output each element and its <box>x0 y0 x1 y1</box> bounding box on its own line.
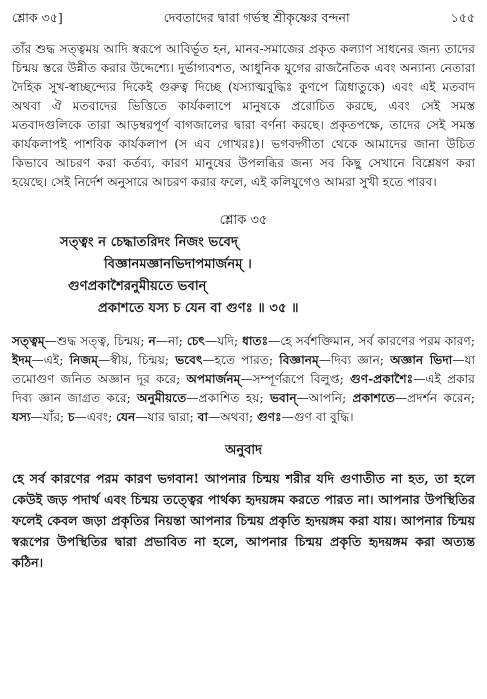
synonym-word: প্রকাশতে <box>352 391 395 405</box>
synonym-meaning: —যাঁর; <box>30 410 69 424</box>
synonym-word: বা <box>197 410 208 424</box>
synonym-word: নিজম্ <box>69 353 99 367</box>
synonym-meaning: —না; <box>155 334 187 348</box>
synonym-meaning: —এবং; <box>74 410 117 424</box>
synonym-meaning: —অথবা; <box>208 410 257 424</box>
page-number: ১৫৫ <box>450 10 475 25</box>
synonym-meaning: —এই প্রকার দিব্য জ্ঞান জাগ্রত করে; <box>12 372 475 405</box>
synonym-meaning: —শুদ্ধ সত্ত্ব, চিন্ময়; <box>44 334 149 348</box>
synonym-word: গুণঃ <box>256 410 282 424</box>
synonym-meaning: —স্বীয়, চিন্ময়; <box>98 353 176 367</box>
synonym-meaning: —এই; <box>31 353 70 367</box>
synonym-meaning: —আপনি; <box>296 391 353 405</box>
synonym-meaning: —হতে পারত; <box>202 353 280 367</box>
verse-line-1: সত্ত্বং ন চেদ্ধাতরিদং নিজং ভবেদ্ <box>60 235 238 250</box>
translation-heading: অনুবাদ <box>225 443 262 458</box>
synonym-word: ইদম্ <box>12 353 32 367</box>
synonym-meaning: —প্রকাশিত হয়; <box>186 391 270 405</box>
verse-heading: শ্লোক ৩৫ <box>219 213 268 228</box>
synonym-meaning: —যা তমোগুণ জনিত অজ্ঞান দূর করে; <box>12 353 476 386</box>
synonym-meaning: —সম্পূর্ণরূপে বিলুপ্ত; <box>240 372 350 386</box>
synonym-word: ভবান্ <box>269 391 297 405</box>
synonym-word: ধাতঃ <box>242 334 269 348</box>
verse-line-3: গুণপ্রকাশৈরনুমীয়তে ভবান্ <box>68 279 207 294</box>
synonym-word: ভবেৎ <box>175 353 203 367</box>
synonym-word: ন <box>148 334 156 348</box>
synonym-word: সত্ত্বম্ <box>12 334 45 348</box>
verse-line-2: বিজ্ঞানমজ্ঞানভিদাপমার্জনম্ । <box>104 257 252 272</box>
synonym-meaning: —যদি; <box>204 334 243 348</box>
synonym-meaning: —হে সর্বশক্তিমান, সর্ব কারণের পরম কারণ; <box>268 334 476 348</box>
book-page <box>12 10 475 573</box>
synonym-word: অপমার্জনম্ <box>186 372 241 386</box>
synonym-word: যেন <box>116 410 136 424</box>
synonym-word: চ <box>68 410 75 424</box>
synonym-meaning: —যার দ্বারা; <box>135 410 198 424</box>
synonym-word: যস্য <box>12 410 31 424</box>
synonym-meaning: —দিব্য জ্ঞান; <box>318 353 391 367</box>
purport-continuation: তাঁর শুদ্ধ সত্ত্বময় আদি স্বরূপে আবির্ভূত হন, মানব-সমাজের প্রকৃত কল্যাণ সাধনের জন্য তাদের চিন্ময় স্তরে উন্নীত করার উদ্দেশ্যে। দুর্ভাগ্যবশত, আধুনিক যুগের রাজনৈতিক এবং অন্যান্য নেতারা দৈহিক সুখ-স্বাচ্ছন্দ্যের দিকেই গুরুত্ব দিচ্ছে (যস্যাত্মবুদ্ধিঃ কুণপে ত্রিধাতুকে) এবং এই মতবাদ অথবা ঐ মতবাদের ভিত্তিতে কার্যকলাপে মানুষকে প্ররোচিত করছে, এবং সেই সমস্ত মতবাদগুলিকে তারা আড়ম্বরপূর্ণ বাগজালের দ্বারা বর্ণনা করছে। প্রকৃতপক্ষে, তাদের সেই সমস্ত কার্যকলাপই পাশবিক কার্যকলাপ (স এব গোখরঃ)। ভগবদ্গীতা থেকে আমাদের জানা উচিত কিভাবে আচরণ করা কর্তব্য, কারণ মানুষের উপলব্ধির জন্য সব কিছু সেখানে বিশ্লেষণ করা হয়েছে। সেই নির্দেশ অনুসারে আচরণ করার ফলে, এই কলিযুগেও আমরা সুখী হতে পারব। <box>12 42 475 189</box>
running-header <box>12 10 475 30</box>
synonym-word: অজ্ঞান ভিদা <box>390 353 453 367</box>
sanskrit-verse <box>12 232 475 320</box>
synonym-word: বিজ্ঞানম্ <box>279 353 319 367</box>
synonym-word: অনুমীয়তে <box>137 391 187 405</box>
translation-text: হে সর্ব কারণের পরম কারণ ভগবান! আপনার চিন্ময় শরীর যদি গুণাতীত না হত, তা হলে কেউই জড় পদার্থ এবং চিন্ময় তত্ত্বের পার্থক্য হৃদয়ঙ্গম করতে পারত না। আপনার উপস্থিতির ফলেই কেবল জড়া প্রকৃতির নিয়ন্তা আপনার চিন্ময় প্রকৃতি হৃদয়ঙ্গম করা যায়। আপনার চিন্ময় স্বরূপের উপস্থিতির দ্বারা প্রভাবিত না হলে, আপনার চিন্ময় প্রকৃতি হৃদয়ঙ্গম করা অত্যন্ত কঠিন। <box>12 471 475 570</box>
word-for-word-synonyms <box>12 332 475 427</box>
synonym-meaning: —প্রদর্শন করেন; <box>394 391 476 405</box>
header-chapter-title: দেবতাদের দ্বারা গর্ভস্থ শ্রীকৃষ্ণের বন্দনা <box>163 10 350 25</box>
verse-line-4: প্রকাশতে যস্য চ যেন বা গুণঃ ॥ ৩৫ ॥ <box>98 301 299 316</box>
header-verse-ref: শ্লোক ৩৫] <box>12 10 63 25</box>
synonym-meaning: —গুণ বা বুদ্ধি। <box>281 410 354 424</box>
synonym-word: চেৎ <box>186 334 205 348</box>
synonym-word: গুণ-প্রকাশৈঃ <box>349 372 414 386</box>
